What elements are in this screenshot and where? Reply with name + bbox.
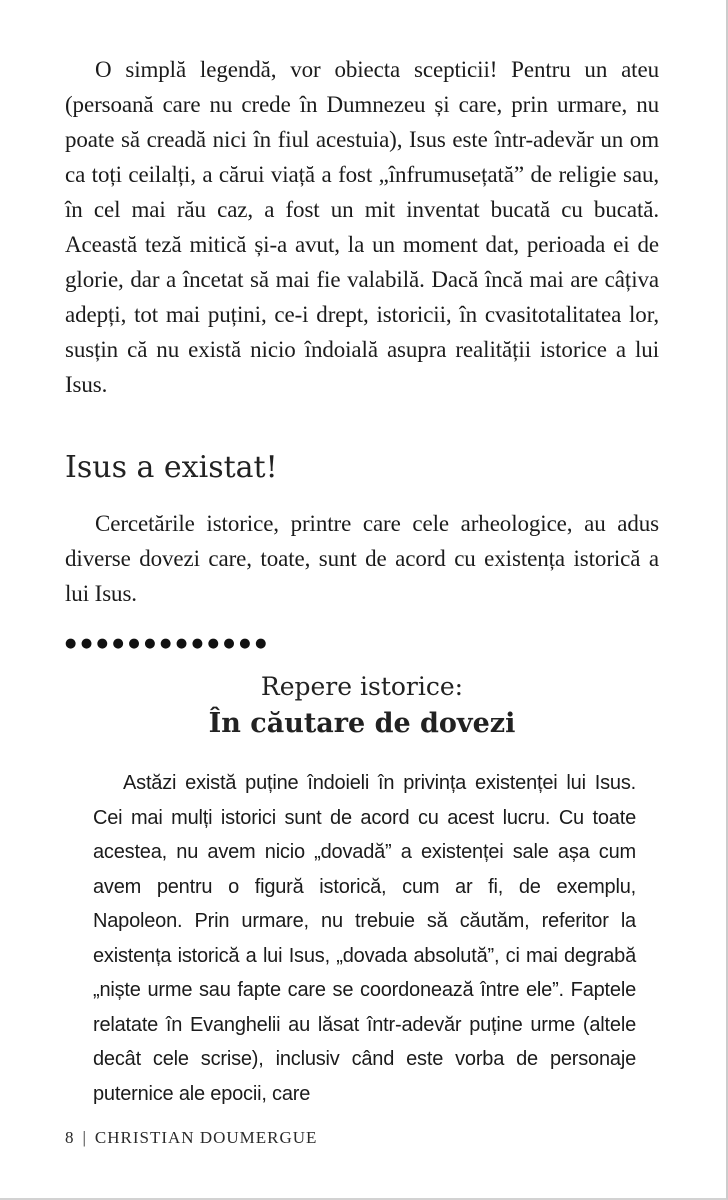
dotted-separator: ●●●●●●●●●●●●● bbox=[65, 636, 271, 651]
section-heading: Isus a existat! bbox=[65, 450, 278, 485]
chapter-paragraph: Astăzi există puține îndoieli în privința existenței lui Isus. Cei mai mulți istorici sunt de acord cu acest lucru. Cu toate acestea, nu avem nicio „dovadă” a existenței sale așa cum avem pentru o figură istorică, cum ar fi, de exemplu, Napoleon. Prin urmare, nu trebuie să căutăm, referitor la existența istorică a lui Isus, „dovada absolută”, ci mai degrabă „niște urme sau fapte care se coordonează între ele”. Faptele relatate în Evanghelii au lăsat într-adevăr puține urme (altele decât cele scrise), inclusiv când este vorba de personaje puternice ale epocii, care bbox=[93, 772, 636, 1105]
page-number: 8 bbox=[65, 1128, 74, 1147]
page-footer bbox=[65, 1128, 317, 1148]
footer-divider: | bbox=[82, 1128, 86, 1147]
chapter-title-line2: În căutare de dovezi bbox=[208, 708, 516, 739]
section-paragraph: Cercetările istorice, printre care cele arheologice, au adus diverse dovezi care, toate, sunt de acord cu existența istorică a lui Isus. bbox=[65, 511, 659, 606]
intro-paragraph: O simplă legendă, vor obiecta scepticii! Pentru un ateu (persoană care nu crede în Dumnezeu și care, prin urmare, nu poate să creadă nici în fiul acestuia), Isus este într-adevăr un om ca toți ceilalți, a cărui viață a fost „înfrumusețată” de religie sau, în cel mai rău caz, a fost un mit inventat bucată cu bucată. Această teză mitică și-a avut, la un moment dat, perioada ei de glorie, dar a încetat să mai fie valabilă. Dacă încă mai are câțiva adepți, tot mai puțini, ce-i drept, istoricii, în cvasitotalitatea lor, susțin că nu există nicio îndoială asupra realității istorice a lui Isus. bbox=[65, 57, 659, 397]
chapter-title-line1: Repere istorice: bbox=[260, 672, 464, 701]
author-name: CHRISTIAN DOUMERGUE bbox=[94, 1128, 318, 1147]
chapter-title bbox=[65, 668, 659, 743]
